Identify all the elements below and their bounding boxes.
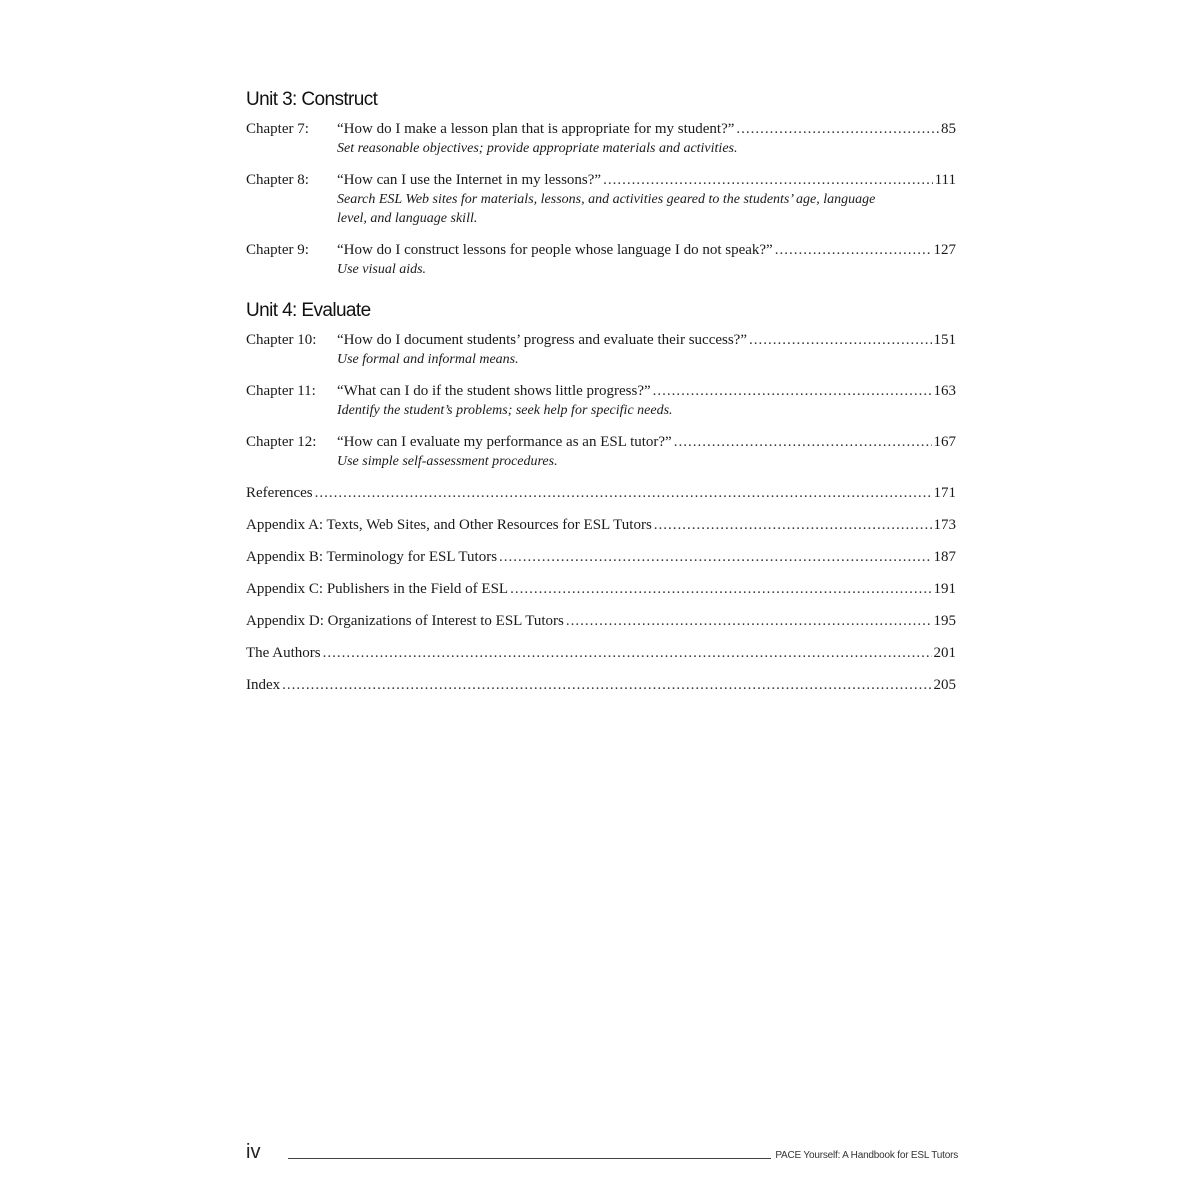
dot-leader: [499, 548, 931, 567]
chapter-label: Chapter 12:: [246, 434, 317, 450]
entry-title: Appendix B: Terminology for ESL Tutors: [246, 549, 498, 565]
chapter-title: “How can I evaluate my performance as an ESL tutor?”: [337, 434, 672, 450]
toc-entry-appendix-d: [246, 612, 956, 631]
chapter-description: Set reasonable objectives; provide appropriate materials and activities.: [337, 141, 738, 156]
toc-entry-references: [246, 484, 956, 503]
chapter-label: Chapter 10:: [246, 332, 317, 348]
toc-entry-chapter-7: [246, 120, 956, 158]
page-number: 167: [933, 434, 956, 450]
dot-leader: [566, 612, 932, 631]
unit-4-heading: Unit 4: Evaluate: [246, 300, 371, 321]
toc-entry-appendix-b: [246, 548, 956, 567]
page-number: 173: [933, 517, 956, 533]
entry-title: Index: [246, 677, 281, 693]
dot-leader: [749, 331, 931, 350]
table-of-contents: [246, 88, 956, 708]
page-number: 127: [933, 242, 956, 258]
toc-entry-chapter-8: [246, 171, 956, 228]
chapter-description: Use visual aids.: [337, 262, 427, 277]
unit-3-heading: Unit 3: Construct: [246, 89, 378, 110]
toc-entry-appendix-a: [246, 516, 956, 535]
toc-entry-chapter-9: [246, 241, 956, 279]
chapter-label: Chapter 9:: [246, 242, 309, 258]
page-footer: [246, 1142, 958, 1162]
dot-leader: [736, 120, 939, 139]
chapter-description: Identify the student’s problems; seek help for specific needs.: [337, 403, 673, 418]
chapter-title: “What can I do if the student shows little progress?”: [337, 383, 651, 399]
dot-leader: [282, 676, 931, 695]
dot-leader: [775, 241, 932, 260]
dot-leader: [323, 644, 932, 663]
chapter-title: “How can I use the Internet in my lessons?”: [337, 172, 602, 188]
page-number: 187: [933, 549, 956, 565]
page-number: 195: [933, 613, 956, 629]
chapter-label: Chapter 8:: [246, 172, 309, 188]
page-number: 201: [933, 645, 956, 661]
chapter-description: Search ESL Web sites for materials, lessons, and activities geared to the students’ age, language level, and language skill.: [337, 192, 876, 226]
dot-leader: [653, 382, 932, 401]
page-number: 85: [941, 121, 956, 137]
toc-entry-chapter-10: [246, 331, 956, 369]
dot-leader: [510, 580, 931, 599]
chapter-label: Chapter 7:: [246, 121, 309, 137]
dot-leader: [654, 516, 932, 535]
chapter-title: “How do I construct lessons for people whose language I do not speak?”: [337, 242, 773, 258]
toc-entry-the-authors: [246, 644, 956, 663]
chapter-title: “How do I make a lesson plan that is appropriate for my student?”: [337, 121, 735, 137]
dot-leader: [603, 171, 933, 190]
entry-title: Appendix A: Texts, Web Sites, and Other Resources for ESL Tutors: [246, 517, 652, 533]
chapter-title: “How do I document students’ progress and evaluate their success?”: [337, 332, 748, 348]
toc-entry-appendix-c: [246, 580, 956, 599]
page-number: 111: [934, 172, 956, 188]
dot-leader: [315, 484, 932, 503]
folio-page-number: iv: [246, 1141, 261, 1163]
toc-entry-chapter-11: [246, 382, 956, 420]
entry-title: References: [246, 485, 313, 501]
entry-title: The Authors: [246, 645, 321, 661]
chapter-label: Chapter 11:: [246, 383, 316, 399]
page-number: 171: [933, 485, 956, 501]
toc-entry-index: [246, 676, 956, 695]
page-number: 163: [933, 383, 956, 399]
footer-rule: [288, 1157, 771, 1159]
running-title: PACE Yourself: A Handbook for ESL Tutors: [775, 1150, 958, 1161]
chapter-description: Use formal and informal means.: [337, 352, 519, 367]
page-number: 191: [933, 581, 956, 597]
page-number: 151: [933, 332, 956, 348]
dot-leader: [674, 433, 932, 452]
entry-title: Appendix C: Publishers in the Field of ESL: [246, 581, 509, 597]
toc-entry-chapter-12: [246, 433, 956, 471]
page-number: 205: [933, 677, 956, 693]
entry-title: Appendix D: Organizations of Interest to ESL Tutors: [246, 613, 564, 629]
chapter-description: Use simple self-assessment procedures.: [337, 454, 558, 469]
